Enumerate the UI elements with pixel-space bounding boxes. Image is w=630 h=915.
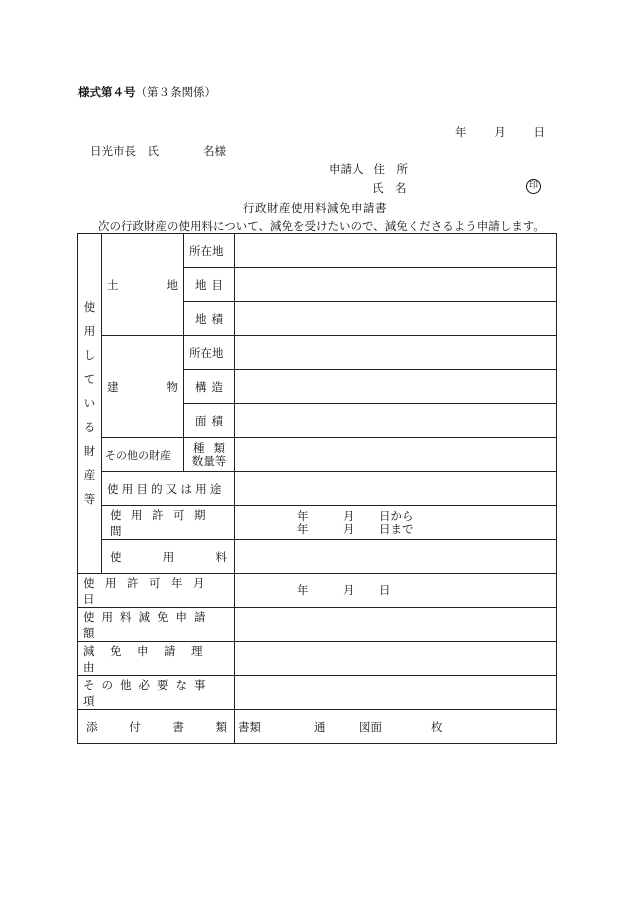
building-location-label: 所在地 [184, 336, 235, 370]
row-permit-date [78, 574, 557, 608]
applicant-name-line [372, 180, 407, 196]
reduction-reason-value[interactable] [235, 642, 557, 676]
permit-period-value[interactable]: 年 月 日から 年 月 日まで [235, 506, 557, 540]
addressee [90, 143, 226, 159]
document-title: 行政財産使用料減免申請書 [243, 201, 387, 215]
attachments-value[interactable]: 書類 通 図面 枚 [235, 710, 557, 744]
land-category-label: 地 目 [184, 268, 235, 302]
other-property-label: その他の財産 [102, 438, 184, 472]
permit-date-value[interactable]: 年 月 日 [235, 574, 557, 608]
row-usage-fee [78, 540, 557, 574]
building-location-value[interactable] [235, 336, 557, 370]
building-label: 建 物 [102, 336, 184, 438]
address-label: 住 所 [373, 162, 408, 176]
row-reduction-reason [78, 642, 557, 676]
date-month: 月 [494, 125, 506, 139]
addressee-sama: 名様 [203, 144, 226, 158]
type-qty-label: 種 類 数量等 [184, 438, 235, 472]
lead-text: 次の行政財産の使用料について、減免を受けたいので、減免くださるよう申請します。 [98, 219, 545, 233]
row-permit-period [78, 506, 557, 540]
row-reduction-amount [78, 608, 557, 642]
building-structure-label: 構 造 [184, 370, 235, 404]
other-matters-label: その他必要な事項 [78, 676, 235, 710]
applicant-address-line [329, 161, 408, 177]
other-property-value[interactable] [235, 438, 557, 472]
row-other-property [78, 438, 557, 472]
applicant-label: 申請人 [329, 162, 364, 176]
land-location-label: 所在地 [184, 234, 235, 268]
form-number [78, 84, 216, 100]
purpose-value[interactable] [235, 472, 557, 506]
permit-period-label: 使用許可期間 [102, 506, 235, 540]
building-structure-value[interactable] [235, 370, 557, 404]
attachments-label: 添 付 書 類 [78, 710, 235, 744]
usage-fee-value[interactable] [235, 540, 557, 574]
land-area-value[interactable] [235, 302, 557, 336]
date-day: 日 [533, 125, 545, 139]
row-purpose [78, 472, 557, 506]
date-year: 年 [455, 125, 467, 139]
land-location-value[interactable] [235, 234, 557, 268]
land-area-label: 地 積 [184, 302, 235, 336]
row-building-location [78, 336, 557, 370]
row-land-location [78, 234, 557, 268]
reduction-reason-label: 減免申請理由 [78, 642, 235, 676]
name-label: 氏 名 [372, 181, 407, 195]
permit-date-label: 使用許可年月日 [78, 574, 235, 608]
reduction-amount-value[interactable] [235, 608, 557, 642]
land-category-value[interactable] [235, 268, 557, 302]
row-other-matters [78, 676, 557, 710]
form-relation: （第３条関係） [135, 85, 216, 99]
land-label: 土 地 [102, 234, 184, 336]
building-floor-area-label: 面 積 [184, 404, 235, 438]
building-floor-area-value[interactable] [235, 404, 557, 438]
other-matters-value[interactable] [235, 676, 557, 710]
form-number-label: 様式第４号 [78, 85, 136, 99]
addressee-name: 日光市長 氏 [90, 144, 159, 158]
row-attachments [78, 710, 557, 744]
property-group-label: 使 用 し て い る 財 産 等 [78, 234, 102, 574]
date-line [455, 124, 545, 140]
seal-mark: 印 [526, 179, 541, 194]
usage-fee-label: 使 用 料 [102, 540, 235, 574]
purpose-label: 使用目的又は用途 [102, 472, 235, 506]
reduction-amount-label: 使用料減免申請額 [78, 608, 235, 642]
application-table [77, 233, 557, 744]
